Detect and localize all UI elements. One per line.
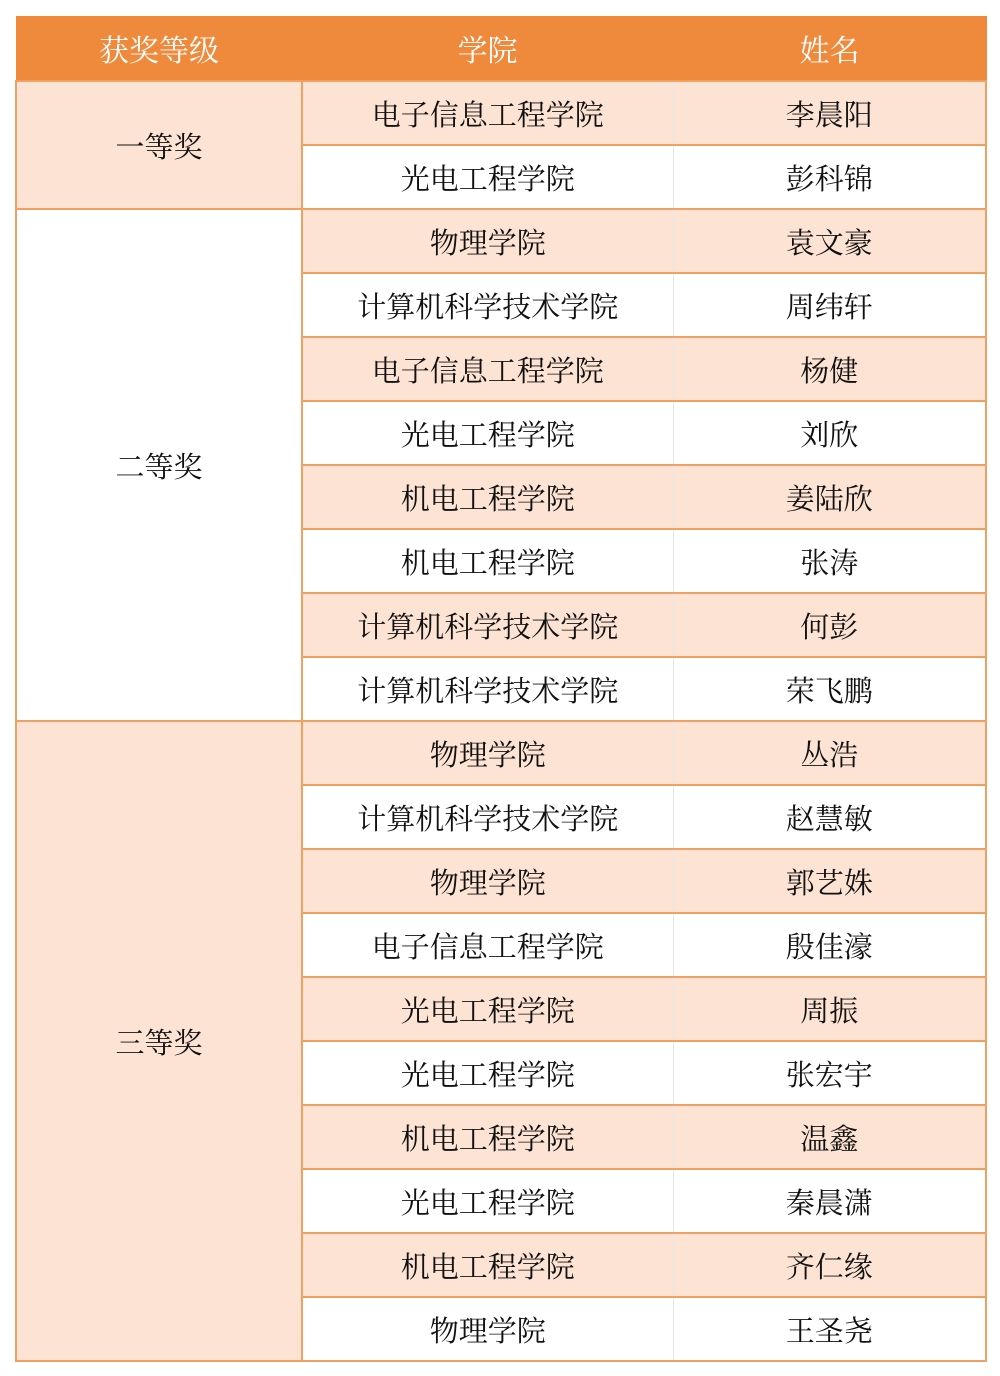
college-cell: 计算机科学技术学院 xyxy=(302,657,673,721)
college-cell: 电子信息工程学院 xyxy=(302,913,673,977)
college-cell: 电子信息工程学院 xyxy=(302,337,673,401)
table-row xyxy=(16,209,986,273)
name-cell: 王圣尧 xyxy=(673,1297,986,1361)
name-cell: 周纬轩 xyxy=(673,273,986,337)
name-cell: 齐仁缘 xyxy=(673,1233,986,1297)
header-college: 学院 xyxy=(302,16,673,81)
name-cell: 丛浩 xyxy=(673,721,986,785)
award-level-cell: 二等奖 xyxy=(16,209,302,721)
header-level: 获奖等级 xyxy=(16,16,302,81)
college-cell: 光电工程学院 xyxy=(302,1041,673,1105)
award-level-cell: 三等奖 xyxy=(16,721,302,1361)
name-cell: 彭科锦 xyxy=(673,145,986,209)
table-body xyxy=(16,81,986,1361)
name-cell: 袁文豪 xyxy=(673,209,986,273)
college-cell: 电子信息工程学院 xyxy=(302,81,673,145)
college-cell: 机电工程学院 xyxy=(302,465,673,529)
name-cell: 荣飞鹏 xyxy=(673,657,986,721)
awards-table xyxy=(15,16,987,1362)
college-cell: 物理学院 xyxy=(302,1297,673,1361)
college-cell: 计算机科学技术学院 xyxy=(302,273,673,337)
name-cell: 刘欣 xyxy=(673,401,986,465)
college-cell: 光电工程学院 xyxy=(302,401,673,465)
header-name: 姓名 xyxy=(673,16,986,81)
table-header-row xyxy=(16,16,986,81)
name-cell: 秦晨潇 xyxy=(673,1169,986,1233)
awards-table-container xyxy=(15,16,985,1362)
college-cell: 物理学院 xyxy=(302,721,673,785)
college-cell: 计算机科学技术学院 xyxy=(302,785,673,849)
name-cell: 李晨阳 xyxy=(673,81,986,145)
college-cell: 机电工程学院 xyxy=(302,1105,673,1169)
name-cell: 周振 xyxy=(673,977,986,1041)
name-cell: 赵慧敏 xyxy=(673,785,986,849)
college-cell: 机电工程学院 xyxy=(302,1233,673,1297)
college-cell: 光电工程学院 xyxy=(302,1169,673,1233)
name-cell: 姜陆欣 xyxy=(673,465,986,529)
name-cell: 郭艺姝 xyxy=(673,849,986,913)
name-cell: 张宏宇 xyxy=(673,1041,986,1105)
college-cell: 物理学院 xyxy=(302,209,673,273)
table-row xyxy=(16,721,986,785)
college-cell: 物理学院 xyxy=(302,849,673,913)
name-cell: 何彭 xyxy=(673,593,986,657)
award-level-cell: 一等奖 xyxy=(16,81,302,209)
college-cell: 光电工程学院 xyxy=(302,977,673,1041)
name-cell: 杨健 xyxy=(673,337,986,401)
table-row xyxy=(16,81,986,145)
college-cell: 光电工程学院 xyxy=(302,145,673,209)
college-cell: 机电工程学院 xyxy=(302,529,673,593)
name-cell: 温鑫 xyxy=(673,1105,986,1169)
name-cell: 殷佳濠 xyxy=(673,913,986,977)
college-cell: 计算机科学技术学院 xyxy=(302,593,673,657)
name-cell: 张涛 xyxy=(673,529,986,593)
